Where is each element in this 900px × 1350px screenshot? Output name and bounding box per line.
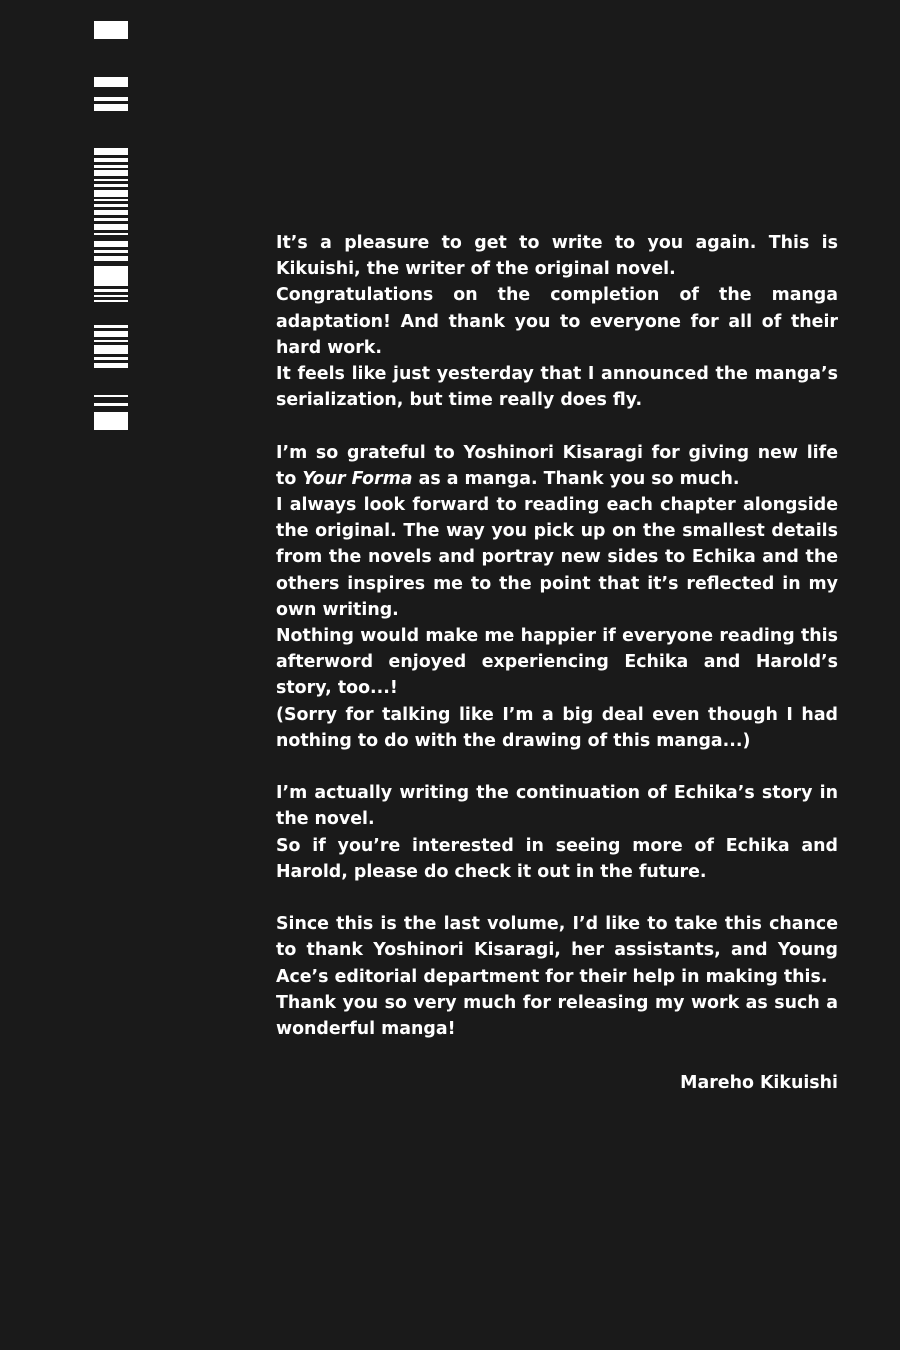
barcode-bar	[94, 148, 128, 155]
barcode-bar	[94, 218, 128, 221]
text-line: So if you’re interested in seeing more of Echika and Harold, please do check it out in the future.	[276, 835, 838, 882]
barcode-bar	[94, 165, 128, 168]
barcode-bar	[94, 233, 128, 235]
text-line: (Sorry for talking like I’m a big deal even though I had nothing to do with the drawing of this manga...)	[276, 704, 838, 751]
barcode-bar	[94, 21, 128, 39]
text-line: Nothing would make me happier if everyone reading this afterword enjoyed experiencing Echika and Harold’s story, too...!	[276, 626, 838, 699]
barcode-bar	[94, 190, 128, 197]
barcode-bar	[94, 295, 128, 297]
barcode-bar	[94, 300, 128, 302]
barcode-bar	[94, 250, 128, 253]
paragraph-greeting	[276, 230, 838, 413]
barcode-bar	[94, 224, 128, 230]
barcode-bar	[94, 357, 128, 360]
barcode-bar	[94, 363, 128, 368]
paragraph-continuation	[276, 780, 838, 885]
text-line	[276, 440, 838, 492]
text-line: It feels like just yesterday that I announced the manga’s serialization, but time really does fly.	[276, 364, 838, 411]
barcode-bar	[94, 204, 128, 207]
author-signature: Mareho Kikuishi	[680, 1073, 838, 1093]
barcode-bar	[94, 97, 128, 101]
barcode-bar	[94, 170, 128, 176]
barcode-bar	[94, 331, 128, 337]
text-line: Thank you so very much for releasing my work as such a wonderful manga!	[276, 992, 838, 1040]
barcode-bar	[94, 395, 128, 397]
barcode-bar	[94, 184, 128, 187]
barcode-bar	[94, 325, 128, 328]
text-line: It’s a pleasure to get to write to you again. This is Kikuishi, the writer of the original novel.	[276, 233, 838, 280]
barcode-bar	[94, 289, 128, 292]
barcode-bar	[94, 412, 128, 430]
paragraph-thanks	[276, 911, 838, 1042]
text-line: I’m actually writing the continuation of Echika’s story in the novel.	[276, 783, 838, 830]
barcode-bar	[94, 104, 128, 111]
text-fragment: I’m so grateful to Yoshinori Kisaragi for giving new life to	[276, 442, 838, 489]
barcode-decoration	[94, 0, 128, 440]
barcode-bar	[94, 77, 128, 87]
barcode-bar	[94, 256, 128, 261]
barcode-bar	[94, 345, 128, 354]
barcode-bar	[94, 179, 128, 181]
barcode-bar	[94, 241, 128, 247]
barcode-bar	[94, 266, 128, 286]
text-line: Congratulations on the completion of the manga adaptation! And thank you to everyone for all of their hard work.	[276, 285, 838, 358]
afterword-letter	[276, 230, 838, 1068]
title-italic: Your Forma	[302, 468, 413, 489]
barcode-bar	[94, 158, 128, 162]
barcode-bar	[94, 199, 128, 201]
text-line: I always look forward to reading each chapter alongside the original. The way you pick up on the smallest details from the novels and portray new sides to Echika and the others inspires me to the point that it’s reflected in my own writing.	[276, 495, 838, 620]
text-line: Since this is the last volume, I’d like to take this chance to thank Yoshinori Kisaragi, her assistants, and Young Ace’s editorial department for their help in making this.	[276, 914, 838, 987]
barcode-bar	[94, 403, 128, 406]
paragraph-gratitude	[276, 440, 838, 754]
text-fragment: as a manga. Thank you so much.	[412, 468, 740, 489]
barcode-bar	[94, 210, 128, 215]
barcode-bar	[94, 340, 128, 342]
